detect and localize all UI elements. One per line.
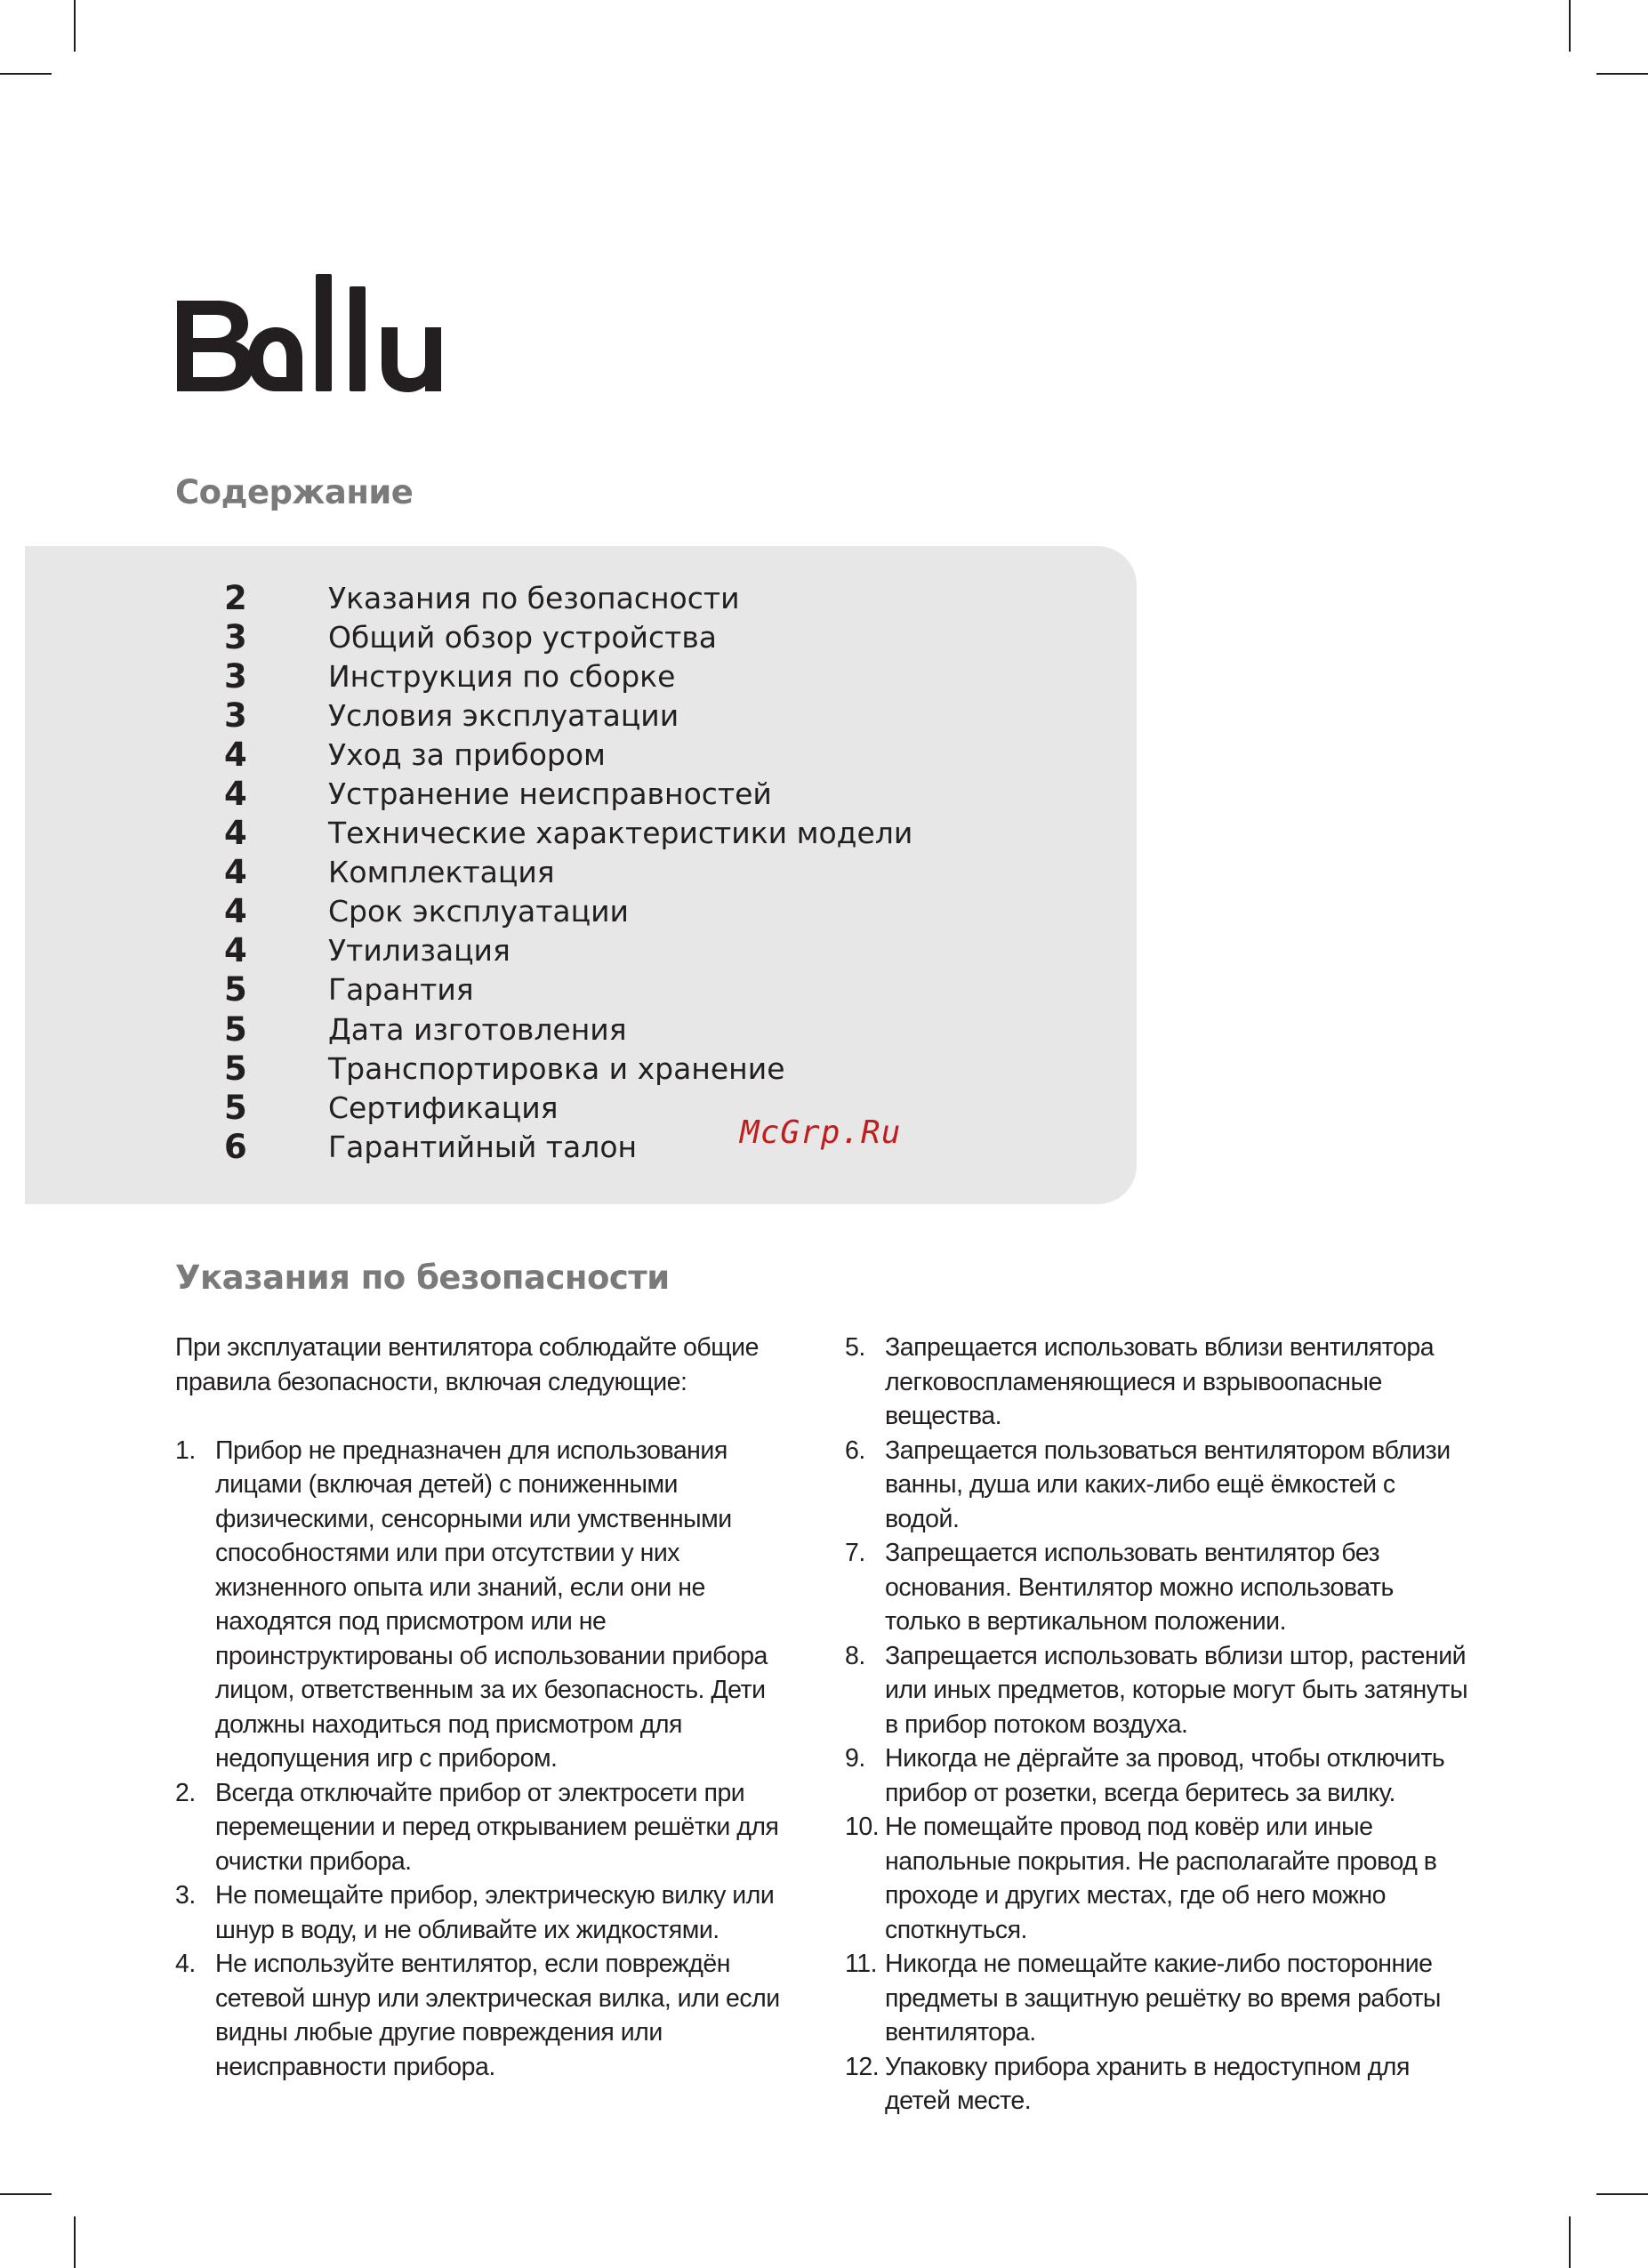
safety-rule-text: Никогда не дёргайте за провод, чтобы отключить прибор от розетки, всегда беритесь за вилку. bbox=[885, 1744, 1445, 1807]
toc-page-number: 5 bbox=[224, 970, 247, 1009]
toc-title: Содержание bbox=[175, 473, 414, 511]
toc-item-label: Условия эксплуатации bbox=[328, 697, 679, 733]
crop-mark bbox=[1596, 2193, 1648, 2195]
toc-item[interactable] bbox=[224, 931, 912, 970]
toc-item-label: Гарантия bbox=[328, 972, 474, 1008]
safety-rule bbox=[175, 1434, 798, 1776]
toc-item[interactable] bbox=[224, 970, 912, 1009]
safety-rules-left bbox=[175, 1434, 798, 2085]
safety-rule-number: 2. bbox=[175, 1778, 196, 1807]
safety-rule bbox=[845, 1947, 1472, 2050]
toc-item[interactable] bbox=[224, 696, 912, 735]
toc-page-number: 4 bbox=[224, 853, 247, 892]
safety-rule bbox=[845, 1536, 1472, 1639]
crop-mark bbox=[1596, 73, 1648, 75]
safety-rule-number: 12. bbox=[845, 2052, 880, 2081]
toc-item[interactable] bbox=[224, 735, 912, 774]
toc-item-label: Инструкция по сборке bbox=[328, 658, 676, 694]
safety-rule-text: Упаковку прибора хранить в недоступном для детей месте. bbox=[885, 2052, 1410, 2115]
crop-mark bbox=[0, 2193, 52, 2195]
toc-item[interactable] bbox=[224, 1049, 912, 1088]
safety-rule-number: 5. bbox=[845, 1333, 865, 1362]
safety-rules-right bbox=[845, 1331, 1472, 2119]
safety-rule-text: Запрещается использовать вблизи штор, растений или иных предметов, которые могут быть затянуты в прибор потоком воздуха. bbox=[885, 1641, 1468, 1739]
toc-page-number: 3 bbox=[224, 696, 247, 735]
toc-item[interactable] bbox=[224, 853, 912, 892]
safety-rule bbox=[845, 2050, 1472, 2119]
safety-rule-number: 9. bbox=[845, 1744, 865, 1773]
toc-page-number: 5 bbox=[224, 1009, 247, 1049]
safety-rule-number: 7. bbox=[845, 1539, 865, 1567]
safety-rule-text: Прибор не предназначен для использования лицами (включая детей) с пониженными физическими, сенсорными или умственными способностями или при отсутствии у них жизненного опыта или знаний, если они не находятся под присмотром или не проинструктированы об использовании прибора лицом, ответственным за их безопасность. Дети должны находиться под присмотром для недопущения игр с прибором. bbox=[215, 1436, 768, 1773]
toc-item-label: Срок эксплуатации bbox=[328, 894, 630, 929]
safety-rule-text: Никогда не помещайте какие-либо посторонние предметы в защитную решётку во время работы вентилятора. bbox=[885, 1950, 1441, 2047]
toc-item[interactable] bbox=[224, 617, 912, 656]
safety-rule-text: Не используйте вентилятор, если повреждён сетевой шнур или электрическая вилка, или если видны любые другие повреждения или неисправности прибора. bbox=[215, 1950, 780, 2081]
ballu-logo bbox=[175, 272, 462, 393]
toc-item-label: Комплектация bbox=[328, 855, 555, 890]
toc-item[interactable] bbox=[224, 892, 912, 931]
safety-rule-text: Не помещайте прибор, электрическую вилку или шнур в воду, и не обливайте их жидкостями. bbox=[215, 1881, 775, 1944]
safety-rule bbox=[175, 1776, 798, 1879]
toc-item-label: Гарантийный талон bbox=[328, 1129, 638, 1164]
crop-mark bbox=[74, 0, 76, 52]
safety-rule-number: 8. bbox=[845, 1641, 865, 1670]
toc-panel bbox=[25, 546, 1137, 1204]
safety-rule-number: 3. bbox=[175, 1881, 196, 1910]
safety-rule bbox=[845, 1434, 1472, 1537]
safety-title: Указания по безопасности bbox=[175, 1259, 670, 1297]
crop-mark bbox=[1569, 0, 1571, 52]
toc-item[interactable] bbox=[224, 656, 912, 696]
toc-page-number: 4 bbox=[224, 892, 247, 931]
toc-item-label: Устранение неисправностей bbox=[328, 776, 772, 812]
toc-page-number: 5 bbox=[224, 1049, 247, 1088]
safety-rule-number: 6. bbox=[845, 1436, 865, 1465]
safety-intro: При эксплуатации вентилятора соблюдайте общие правила безопасности, включая следующие: bbox=[175, 1333, 759, 1396]
safety-rule-text: Запрещается использовать вентилятор без основания. Вентилятор можно использовать только в вертикальном положении. bbox=[885, 1539, 1394, 1636]
crop-mark bbox=[1569, 2216, 1571, 2268]
crop-mark bbox=[74, 2216, 76, 2268]
toc-item-label: Общий обзор устройства bbox=[328, 619, 718, 655]
safety-rule-number: 11. bbox=[845, 1950, 878, 1978]
toc-page-number: 4 bbox=[224, 775, 247, 814]
toc-item[interactable] bbox=[224, 1009, 912, 1049]
toc-item-label: Уход за прибором bbox=[328, 736, 606, 772]
safety-rule-text: Не помещайте провод под ковёр или иные напольные покрытия. Не располагайте провод в проходе и других местах, где об него можно споткнуться. bbox=[885, 1813, 1437, 1944]
safety-rule bbox=[845, 1810, 1472, 1947]
safety-rule-number: 10. bbox=[845, 1813, 880, 1841]
toc-item-label: Указания по безопасности bbox=[328, 580, 740, 615]
safety-rule-text: Запрещается использовать вблизи вентилятора легковоспламеняющиеся и взрывоопасные вещества. bbox=[885, 1333, 1435, 1430]
toc-item-label: Утилизация bbox=[328, 933, 510, 969]
toc-page-number: 6 bbox=[224, 1127, 247, 1166]
crop-mark bbox=[0, 73, 52, 75]
toc-page-number: 4 bbox=[224, 931, 247, 970]
toc-item[interactable] bbox=[224, 578, 912, 617]
safety-rule bbox=[845, 1741, 1472, 1810]
toc-page-number: 2 bbox=[224, 578, 247, 617]
toc-item-label: Технические характеристики модели bbox=[328, 816, 913, 851]
toc-item[interactable] bbox=[224, 814, 912, 853]
safety-rule bbox=[845, 1331, 1472, 1434]
toc-item-label: Дата изготовления bbox=[328, 1011, 627, 1047]
watermark-text: McGrp.Ru bbox=[740, 1114, 902, 1151]
toc-page-number: 4 bbox=[224, 814, 247, 853]
safety-column-left bbox=[175, 1331, 798, 2084]
toc-page-number: 3 bbox=[224, 656, 247, 696]
safety-rule-number: 1. bbox=[175, 1436, 196, 1465]
safety-rule-text: Всегда отключайте прибор от электросети при перемещении и перед открыванием решётки для очистки прибора. bbox=[215, 1778, 779, 1876]
toc-list bbox=[224, 578, 912, 1166]
safety-rule-number: 4. bbox=[175, 1950, 196, 1978]
toc-item-label: Сертификация bbox=[328, 1090, 559, 1125]
safety-rule bbox=[845, 1639, 1472, 1742]
toc-item-label: Транспортировка и хранение bbox=[328, 1050, 785, 1086]
toc-page-number: 4 bbox=[224, 735, 247, 774]
safety-rule bbox=[175, 1878, 798, 1947]
toc-page-number: 3 bbox=[224, 617, 247, 656]
safety-column-right bbox=[845, 1331, 1472, 2119]
safety-rule-text: Запрещается пользоваться вентилятором вблизи ванны, душа или каких-либо ещё ёмкостей с водой. bbox=[885, 1436, 1451, 1533]
safety-rule bbox=[175, 1947, 798, 2084]
toc-page-number: 5 bbox=[224, 1088, 247, 1127]
toc-item[interactable] bbox=[224, 774, 912, 813]
